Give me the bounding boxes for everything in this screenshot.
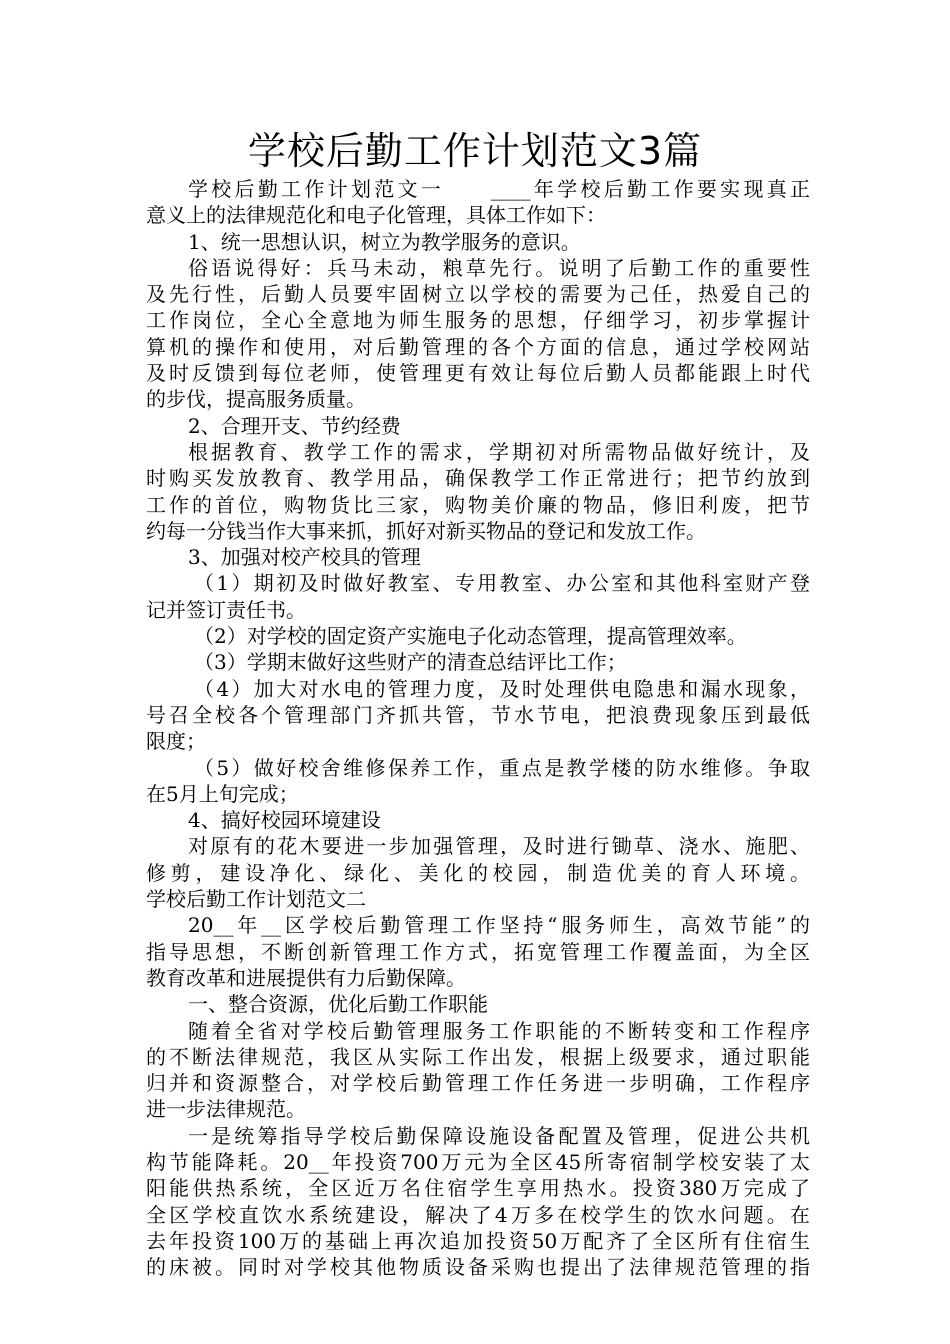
text-line: 20__年__区学校后勤管理工作坚持“服务师生，高效节能”的 (188, 913, 810, 938)
text-line: （5）做好校舍维修保养工作，重点是教学楼的防水维修。争取 (194, 755, 810, 780)
text-line: 修剪，建设净化、绿化、美化的校园，制造优美的育人环境。 (146, 860, 810, 885)
text-line: 3、加强对校产校具的管理 (188, 545, 421, 570)
text-line: 指导思想，不断创新管理工作方式，拓宽管理工作覆盖面，为全区 (146, 939, 810, 964)
text-line: 随着全省对学校后勤管理服务工作职能的不断转变和工作程序 (188, 1018, 810, 1043)
text-line: 一、整合资源，优化后勤工作职能 (188, 992, 488, 1017)
text-line: （3）学期末做好这些财产的清查总结评比工作； (194, 650, 627, 675)
text-line: 在5月上旬完成； (146, 781, 299, 806)
document-body (146, 176, 810, 1280)
text-line: 2、合理开支、节约经费 (188, 413, 401, 438)
text-line: 意义上的法律规范化和电子化管理，具体工作如下： (146, 203, 606, 228)
text-line: 学校后勤工作计划范文二 (146, 887, 366, 912)
text-line: 号召全校各个管理部门齐抓共管，节水节电，把浪费现象压到最低 (146, 702, 810, 727)
text-line: 进一步法律规范。 (146, 1097, 306, 1122)
text-line: 构节能降耗。20__年投资700万元为全区45所寄宿制学校安装了太 (146, 1149, 810, 1174)
text-line: （4）加大对水电的管理力度，及时处理供电隐患和漏水现象， (194, 676, 810, 701)
text-line: 学校后勤工作计划范文一 ____年学校后勤工作要实现真正 (188, 177, 810, 201)
text-line: 俗语说得好：兵马未动，粮草先行。说明了后勤工作的重要性 (188, 255, 810, 280)
text-line: 记并签订责任书。 (146, 597, 306, 622)
text-line: 的步伐，提高服务质量。 (146, 387, 366, 412)
text-line: 约每一分钱当作大事来抓，抓好对新买物品的登记和发放工作。 (146, 518, 706, 543)
text-line: 对原有的花木要进一步加强管理，及时进行锄草、浇水、施肥、 (188, 834, 810, 859)
document-title: 学校后勤工作计划范文3篇 (247, 129, 703, 173)
text-line: 1、统一思想认识，树立为教学服务的意识。 (188, 229, 581, 254)
text-line: 的不断法律规范，我区从实际工作出发，根据上级要求，通过职能 (146, 1044, 810, 1069)
text-line: （1）期初及时做好教室、专用教室、办公室和其他科室财产登 (194, 571, 810, 596)
text-line: 一是统筹指导学校后勤保障设施设备配置及管理，促进公共机 (188, 1123, 810, 1148)
text-line: 及时反馈到每位老师，使管理更有效让每位后勤人员都能跟上时代 (146, 361, 810, 386)
text-line: 全区学校直饮水系统建设，解决了4万多在校学生的饮水问题。在 (146, 1202, 810, 1227)
text-line: 教育改革和进展提供有力后勤保障。 (146, 965, 466, 990)
text-line: 及先行性，后勤人员要牢固树立以学校的需要为己任，热爱自己的 (146, 282, 810, 307)
text-line: 限度； (146, 729, 206, 754)
text-line: 阳能供热系统，全区近万名住宿学生享用热水。投资380万完成了 (146, 1176, 810, 1201)
text-line: 归并和资源整合，对学校后勤管理工作任务进一步明确，工作程序 (146, 1071, 810, 1096)
text-line: 4、搞好校园环境建设 (188, 808, 381, 833)
text-line: 去年投资100万的基础上再次追加投资50万配齐了全区所有住宿生 (146, 1228, 810, 1253)
text-line: 的床被。同时对学校其他物质设备采购也提出了法律规范管理的指 (146, 1255, 810, 1280)
text-line: 工作的首位，购物货比三家，购物美价廉的物品，修旧利废，把节 (146, 492, 810, 517)
text-line: 时购买发放教育、教学用品，确保教学工作正常进行；把节约放到 (146, 466, 810, 491)
text-line: 算机的操作和使用，对后勤管理的各个方面的信息，通过学校网站 (146, 334, 810, 359)
text-line: 根据教育、教学工作的需求，学期初对所需物品做好统计，及 (188, 439, 810, 464)
text-line: （2）对学校的固定资产实施电子化动态管理，提高管理效率。 (194, 624, 747, 649)
text-line: 工作岗位，全心全意地为师生服务的思想，仔细学习，初步掌握计 (146, 308, 810, 333)
